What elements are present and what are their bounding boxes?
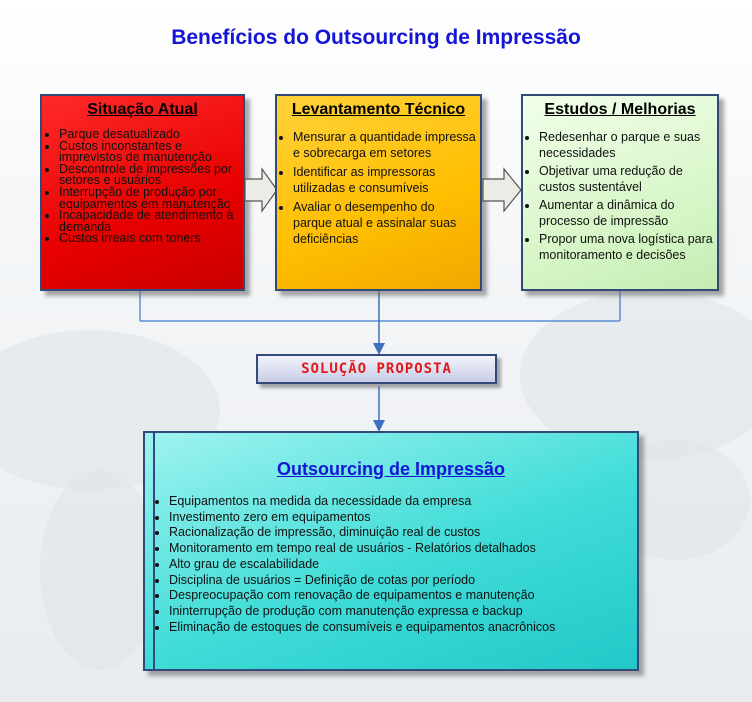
list-item: • Objetivar uma redução de custos sustentável <box>539 163 713 195</box>
list-item: • Propor uma nova logística para monitoramento e decisões <box>539 231 713 263</box>
outsourcing-list <box>145 494 637 635</box>
list-item: • Racionalização de impressão, diminuição real de custos <box>169 525 637 541</box>
list-item: • Parque desatualizado <box>59 129 239 141</box>
list-item: • Despreocupação com renovação de equipamentos e manutenção <box>169 588 637 604</box>
box-list <box>277 129 480 247</box>
list-item: • Alto grau de escalabilidade <box>169 557 637 573</box>
outsourcing-title: Outsourcing de Impressão <box>276 459 506 479</box>
solution-label: SOLUÇÃO PROPOSTA <box>256 354 497 384</box>
list-item: • Custos irreais com toners <box>59 233 239 245</box>
list-item: • Disciplina de usuários = Definição de cotas por período <box>169 573 637 589</box>
list-item: • Incapacidade de atendimento à demanda <box>59 210 239 233</box>
box-title: Situação Atual <box>87 101 198 118</box>
box-estudos-melhorias <box>521 94 719 291</box>
list-item: • Equipamentos na medida da necessidade da empresa <box>169 494 637 510</box>
box-title: Estudos / Melhorias <box>544 101 696 118</box>
list-item: • Investimento zero em equipamentos <box>169 510 637 526</box>
list-item: • Monitoramento em tempo real de usuários - Relatórios detalhados <box>169 541 637 557</box>
list-item: • Custos inconstantes e imprevistos de manutenção <box>59 141 239 164</box>
list-item: • Redesenhar o parque e suas necessidades <box>539 129 713 161</box>
page-title: Benefícios do Outsourcing de Impressão <box>171 26 581 49</box>
list-item: • Mensurar a quantidade impressa e sobrecarga em setores <box>293 129 476 161</box>
box-title: Levantamento Técnico <box>291 101 466 118</box>
list-item: • Descontrole de impressões por setores e usuários <box>59 164 239 187</box>
list-item: • Eliminação de estoques de consumíveis e equipamentos anacrônicos <box>169 620 637 636</box>
list-item: • Aumentar a dinâmica do processo de impressão <box>539 197 713 229</box>
box-situacao-atual <box>40 94 245 291</box>
box-levantamento-tecnico <box>275 94 482 291</box>
box-list <box>42 129 243 245</box>
right-arrow-icon <box>244 167 278 213</box>
right-arrow-icon <box>482 167 522 213</box>
list-item: • Avaliar o desempenho do parque atual e assinalar suas deficiências <box>293 199 476 247</box>
box-divider <box>153 433 155 669</box>
box-outsourcing <box>143 431 639 671</box>
list-item: • Identificar as impressoras utilizadas e consumíveis <box>293 164 476 196</box>
box-list <box>523 129 717 263</box>
list-item: • Ininterrupção de produção com manutenção expressa e backup <box>169 604 637 620</box>
list-item: • Interrupção de produção por equipamentos em manutenção <box>59 187 239 210</box>
